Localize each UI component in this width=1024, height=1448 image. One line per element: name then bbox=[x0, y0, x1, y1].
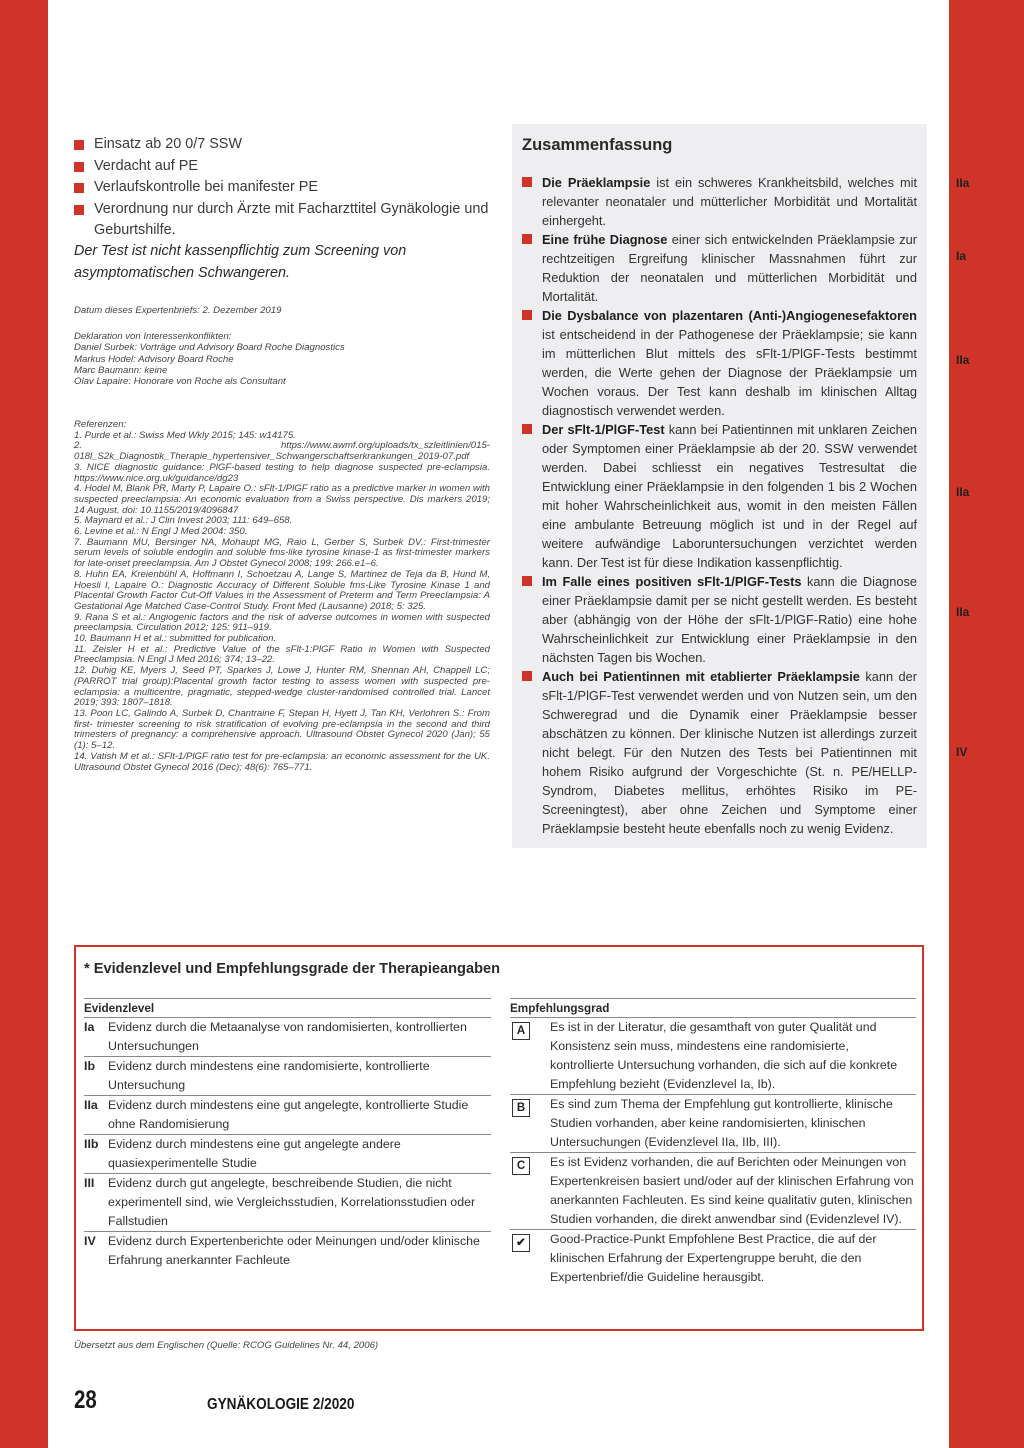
reference-item: 2. https://www.awmf.org/uploads/tx_szleitlinien/015-018l_S2k_Diagnostik_Therapie_hypertensiver_Schwangerschaftserkrankungen_2019-07.pdf bbox=[74, 440, 490, 463]
references-heading: Referenzen: bbox=[74, 419, 127, 430]
evidence-level-row: IIa Evidenz durch mindestens eine gut angelegte, kontrollierte Studie ohne Randomisierung bbox=[84, 1096, 491, 1135]
list-item: Verlaufskontrolle bei manifester PE bbox=[74, 177, 490, 199]
red-square-bullet bbox=[74, 183, 84, 193]
margin-level-6: IV bbox=[956, 745, 968, 759]
list-item: Einsatz ab 20 0/7 SSW bbox=[74, 134, 490, 156]
summary-list bbox=[522, 173, 917, 838]
left-red-margin bbox=[0, 0, 48, 1448]
interest-heading: Deklaration von Interessenkonflikten: bbox=[74, 331, 232, 342]
reference-item: 7. Baumann MU, Bersinger NA, Mohaupt MG, Raio L, Gerber S, Surbek DV.: First-trimester serum levels of soluble endoglin and soluble fms-like tyrosine kinase-1 as first-trimester markers for late-onset preeclampsia. Am J Obstet Gynecol 2008; 199: 266.e1–6. bbox=[74, 536, 490, 570]
indication-list bbox=[74, 134, 490, 242]
margin-level-1: IIa bbox=[956, 176, 970, 190]
margin-level-3: IIa bbox=[956, 353, 970, 367]
margin-level-2: Ia bbox=[956, 249, 967, 263]
reference-item: 10. Baumann H et al.: submitted for publication. bbox=[74, 633, 277, 645]
interest-line: Markus Hodel: Advisory Board Roche bbox=[74, 353, 234, 365]
recommendation-grade-row: B Es sind zum Thema der Empfehlung gut kontrollierte, klinische Studien vorhanden, aber keine randomisierten, klinischen Untersuchungen (Evidenzlevel IIa, IIb, III). bbox=[510, 1095, 916, 1153]
red-square-bullet bbox=[74, 205, 84, 215]
reference-item: 14. Vatish M et al.: SFlt-1/PlGF ratio test for pre-eclampsia: an economic assessment for the UK. Ultrasound Obstet Gynecol 2016 (Dec); 48(6): 765–771. bbox=[74, 750, 490, 773]
margin-level-4: IIa bbox=[956, 485, 970, 499]
summary-item: Im Falle eines positiven sFlt-1/PlGF-Tests kann die Diagnose einer Präeklampsie damit per se nicht gestellt werden. Es besteht aber (abhängig von der Höhe der sFlt-1/PlGF-Ratio) eine hohe Wahrscheinlichkeit zur Entwicklung einer Präeklampsie in den nächsten Tagen bis Wochen. bbox=[522, 572, 917, 667]
reference-item: 12. Duhig KE, Myers J, Seed PT, Sparkes J, Lowe J, Hunter RM, Shennan AH, Chappell LC; (PARROT trial group):Placental growth factor testing to assess women with suspected pre-eclampsia: a multicentre, pragmatic, stepped-wedge cluster-randomised controlled trial. Lancet 2019; 393: 1807–1818. bbox=[74, 665, 490, 709]
right-red-margin bbox=[949, 0, 1024, 1448]
reference-item: 3. NICE diagnostic guidance: PlGF-based testing to help diagnose suspected pre-eclampsia. https://www.nice.org.uk/guidance/dg23 bbox=[74, 461, 490, 484]
screening-note: Der Test ist nicht kassenpflichtig zum Screening von asymptomatischen Schwangeren. bbox=[74, 243, 407, 281]
interest-line: Marc Baumann: keine bbox=[74, 364, 168, 376]
grade-c-box: C bbox=[512, 1157, 530, 1175]
summary-item: Die Dysbalance von plazentaren (Anti-)Angiogenesefaktoren ist entscheidend in der Pathogenese der Präeklampsie; sie kann im mütterlichen Blut mittels des sFlt-1/PlGF-Tests bestimmt werden, die Werte gehen der Diagnose der Präeklampsie um Wochen voraus. Der Test kann deshalb im klinischen Alltag diagnostisch verwendet werden. bbox=[522, 306, 917, 420]
interest-line: Daniel Surbek: Vorträge und Advisory Board Roche Diagnostics bbox=[74, 342, 345, 354]
references bbox=[74, 420, 490, 773]
summary-title: Zusammenfassung bbox=[522, 136, 673, 154]
summary-item: Der sFlt-1/PlGF-Test kann bei Patientinnen mit unklaren Zeichen oder Symptomen einer Präeklampsie ab der 20. SSW verwendet werden. Dabei schliesst ein negatives Testresultat die Entwicklung einer Präeklampsie in den folgenden 1 bis 2 Wochen mit hoher Wahrscheinlichkeit aus, womit in den meisten Fällen eine ambulante Betreuung möglich ist und in der Regel auf weitere aufwändige Laboruntersuchungen verzichtet werden kann. Der Test ist für diese Indikation kassenpflichtig. bbox=[522, 420, 917, 572]
summary-item: Eine frühe Diagnose einer sich entwickelnden Präeklampsie zur rechtzeitigen Ergreifung klinischer Massnahmen führt zur Reduktion der neonatalen und mütterlichen Morbidität und Mortalität. bbox=[522, 230, 917, 306]
journal-title: GYNÄKOLOGIE 2/2020 bbox=[207, 1396, 355, 1413]
reference-item: 6. Levine et al.: N Engl J Med 2004: 350. bbox=[74, 526, 248, 538]
reference-item: 11. Zeisler H et al.: Predictive Value of the sFlt-1:PlGF Ratio in Women with Suspected Preeclampsia. N Engl J Med 2016; 374; 13–22. bbox=[74, 643, 490, 666]
checkmark-icon: ✔ bbox=[512, 1234, 530, 1252]
reference-item: 4. Hodel M, Blank PR, Marty P, Lapaire O.: sFlt-1/PlGF ratio as a predictive marker in women with suspected preeclampsia: An economic evaluation from a Swiss perspective. Dis markers 2019; 14 August. doi: 10.1155/2019/4096847 bbox=[74, 483, 490, 516]
red-square-bullet bbox=[522, 424, 532, 434]
list-item: Verordnung nur durch Ärzte mit Facharzttitel Gynäkologie und Geburtshilfe. bbox=[74, 199, 490, 242]
evidence-level-row: IV Evidenz durch Expertenberichte oder Meinungen und/oder klinische Erfahrung anerkannter Fachleute bbox=[84, 1234, 480, 1267]
summary-box bbox=[512, 124, 927, 848]
evidence-box-title: * Evidenzlevel und Empfehlungsgrade der Therapieangaben bbox=[84, 961, 501, 977]
red-square-bullet bbox=[522, 177, 532, 187]
interest-line: Olav Lapaire: Honorare von Roche als Consultant bbox=[74, 376, 286, 388]
recommendation-grade-row: C Es ist Evidenz vorhanden, die auf Berichten oder Meinungen von Expertenkreisen basiert und/oder auf der klinischen Erfahrung von anerkannten Fachleuten. Es sind keine qualitativ guten, klinischen Studien vorhanden, die direkt anwendbar sind (Evidenzlevel IV). bbox=[510, 1153, 916, 1230]
reference-item: 5. Maynard et al.: J Clin Invest 2003; 111: 649–658. bbox=[74, 515, 293, 527]
evidence-levels-column bbox=[84, 998, 491, 1270]
reference-item: 9. Rana S et al.: Angiogenic factors and the risk of adverse outcomes in women with suspected preeclampsia. Circulation 2012; 125: 911–919. bbox=[74, 611, 490, 634]
red-square-bullet bbox=[74, 140, 84, 150]
evidence-level-row: III Evidenz durch gut angelegte, beschreibende Studien, die nicht experimentell sind, wie Vergleichsstudien, Korrelationsstudien oder Fallstudien bbox=[84, 1174, 491, 1232]
red-square-bullet bbox=[522, 671, 532, 681]
red-square-bullet bbox=[522, 310, 532, 320]
reference-item: 13. Poon LC, Galindo A, Surbek D, Chantraine F, Stepan H, Hyett J, Tan KH, Verlohren S.: From first- trimester screening to risk stratification of evolving pre-eclampsia in the second and third trimesters of pregnancy: a comprehensive approach. Ultrasound Obstet Gynecol 2020 (Jan); 55 (1): 5–12. bbox=[74, 707, 490, 752]
reference-item: 8. Huhn EA, Kreienbühl A, Hoffmann I, Schoetzau A, Lange S, Martinez de Teja da B, Hund M, Hoesli I, Lapaire O.: Diagnostic Accuracy of Different Soluble fms-Like Tyrosine Kinase 1 and Placental Growth Factor Cut-Off Values in the Assessment of Preterm and Term Preeclampsia: A Gestational Age Matched Case-Control Study. Front Med (Lausanne) 2018; 5: 325. bbox=[74, 568, 490, 612]
evidence-levels-heading: Evidenzlevel bbox=[84, 998, 491, 1018]
red-square-bullet bbox=[522, 234, 532, 244]
evidence-level-row: Ia Evidenz durch die Metaanalyse von randomisierten, kontrollierten Untersuchungen bbox=[84, 1018, 491, 1057]
recommendation-grades-heading: Empfehlungsgrad bbox=[510, 998, 916, 1018]
evidence-level-box bbox=[74, 945, 924, 1331]
interest-declaration bbox=[74, 331, 345, 387]
red-square-bullet bbox=[522, 576, 532, 586]
list-item: Verdacht auf PE bbox=[74, 156, 490, 178]
evidence-level-row: Ib Evidenz durch mindestens eine randomisierte, kontrollierte Untersuchung bbox=[84, 1057, 491, 1096]
recommendation-grade-row: A Es ist in der Literatur, die gesamthaft von guter Qualität und Konsistenz sein muss, mindestens eine randomisierte, kontrollierte Untersuchung vorhanden, die sich auf die konkrete Empfehlung bezieht (Evidenzlevel Ia, Ib). bbox=[510, 1018, 916, 1095]
summary-item: Die Präeklampsie ist ein schweres Krankheitsbild, welches mit relevanter neonataler und mütterlicher Morbidität und Mortalität einhergeht. bbox=[522, 173, 917, 230]
page-number: 28 bbox=[74, 1386, 97, 1414]
margin-level-5: IIa bbox=[956, 605, 970, 619]
evidence-level-row: IIb Evidenz durch mindestens eine gut angelegte andere quasiexperimentelle Studie bbox=[84, 1135, 491, 1174]
date-line: Datum dieses Expertenbriefs: 2. Dezember 2019 bbox=[74, 305, 282, 316]
source-note: Übersetzt aus dem Englischen (Quelle: RCOG Guidelines Nr. 44, 2006) bbox=[74, 1340, 379, 1351]
summary-item: Auch bei Patientinnen mit etablierter Präeklampsie kann der sFlt-1/PlGF-Test verwendet werden und von Nutzen sein, um den Schweregrad und die Dynamik einer Präeklampsie besser abschätzen zu können. Der klinische Nutzen ist allerdings zurzeit nicht belegt. Für den Nutzen des Tests bei Patientinnen mit hohem Risiko aufgrund der Vorgeschichte (St. n. PE/HELLP-Syndrom, Diabetes mellitus, erhöhtes Risiko im PE-Screeningtest), aber ohne Zeichen und Symptome einer Präeklampsie besteht heute ebenfalls noch zu wenig Evidenz. bbox=[522, 667, 917, 838]
recommendation-grade-row: ✔ Good-Practice-Punkt Empfohlene Best Practice, die auf der klinischen Erfahrung der Expertengruppe beruht, die den Expertenbrief/die Guideline herausgibt. bbox=[510, 1230, 916, 1287]
red-square-bullet bbox=[74, 162, 84, 172]
recommendation-grades-column bbox=[510, 998, 916, 1287]
grade-a-box: A bbox=[512, 1022, 530, 1040]
reference-item: 1. Purde et al.: Swiss Med Wkly 2015; 145: w14175. bbox=[74, 429, 296, 441]
grade-b-box: B bbox=[512, 1099, 530, 1117]
